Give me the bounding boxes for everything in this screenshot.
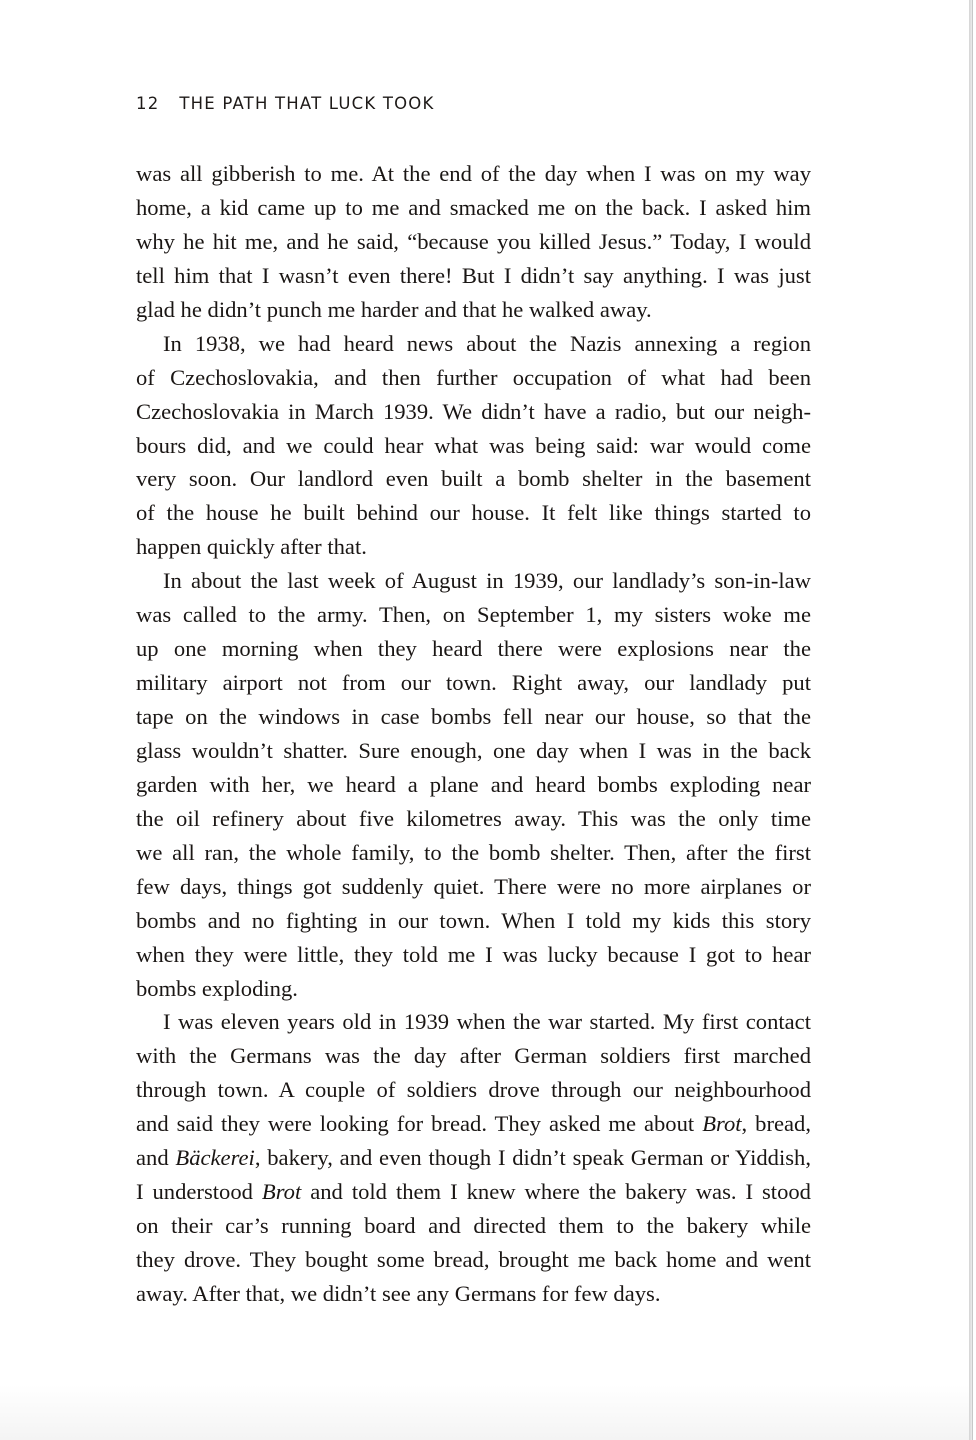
text-line-content: with the Germans was the day after German soldiers first marched	[136, 1043, 811, 1069]
text-line-content: when they were little, they told me I was lucky because I got to hear	[136, 941, 811, 967]
text-line-content	[136, 1141, 811, 1175]
text-line-content: home, a kid came up to me and smacked me on the back. I asked him	[136, 194, 811, 220]
text-line	[136, 259, 811, 293]
text-line	[136, 666, 811, 700]
text-segment: and told them I knew where the bakery was. I stood	[301, 1179, 811, 1205]
text-line	[136, 632, 811, 666]
text-line-content: bombs exploding.	[136, 975, 298, 1001]
text-line	[136, 1243, 811, 1277]
paragraph	[136, 564, 811, 1005]
text-line	[136, 1039, 811, 1073]
text-line-content: glass wouldn’t shatter. Sure enough, one day when I was in the back	[136, 737, 811, 763]
text-segment: and said they were looking for bread. They asked me about	[136, 1111, 703, 1137]
text-line-content: of Czechoslovakia, and then further occupation of what had been	[136, 364, 811, 390]
text-line	[136, 802, 811, 836]
text-line	[136, 530, 811, 564]
body-text	[136, 157, 811, 1311]
text-line-content: was called to the army. Then, on September 1, my sisters woke me	[136, 602, 811, 628]
text-line-content: they drove. They bought some bread, brought me back home and went	[136, 1247, 811, 1272]
text-line	[136, 700, 811, 734]
text-line	[136, 429, 811, 463]
text-line	[136, 1141, 811, 1175]
text-line	[136, 1277, 811, 1311]
text-line	[136, 734, 811, 768]
text-line	[136, 768, 811, 802]
text-line-content	[136, 1107, 811, 1141]
text-line	[136, 225, 811, 259]
text-line	[136, 564, 811, 598]
text-line-content: garden with her, we heard a plane and heard bombs exploding near	[136, 771, 811, 797]
italic-word: Bäckerei	[175, 1145, 255, 1171]
text-line-content: very soon. Our landlord even built a bomb shelter in the basement	[136, 466, 811, 492]
text-line-content: I was eleven years old in 1939 when the war started. My first contact	[163, 1009, 811, 1035]
text-line	[136, 191, 811, 225]
text-line-content	[136, 1175, 811, 1209]
text-line	[136, 870, 811, 904]
text-line	[136, 1107, 811, 1141]
text-line	[136, 361, 811, 395]
paragraph	[136, 1005, 811, 1310]
text-line-content: tell him that I wasn’t even there! But I didn’t say anything. I was just	[136, 262, 811, 288]
text-line-content: bombs and no fighting in our town. When I told my kids this story	[136, 907, 811, 933]
text-line-content: few days, things got suddenly quiet. There were no more airplanes or	[136, 873, 811, 899]
text-line	[136, 938, 811, 972]
running-head	[136, 94, 435, 113]
text-line-content: why he hit me, and he said, “because you killed Jesus.” Today, I would	[136, 228, 811, 254]
text-line-content: tape on the windows in case bombs fell near our house, so that the	[136, 704, 811, 729]
text-line-content: bours did, and we could hear what was being said: war would come	[136, 432, 811, 458]
text-line	[136, 395, 811, 429]
text-line	[136, 1175, 811, 1209]
text-segment: , bread,	[741, 1111, 811, 1137]
text-line	[136, 836, 811, 870]
text-line-content: was all gibberish to me. At the end of the day when I was on my way	[136, 161, 811, 186]
text-line	[136, 327, 811, 361]
text-line	[136, 1005, 811, 1039]
text-line-content: up one morning when they heard there were explosions near the	[136, 636, 811, 662]
page-number: 12	[136, 94, 160, 113]
text-line	[136, 496, 811, 530]
running-head-title: THE PATH THAT LUCK TOOK	[179, 94, 435, 113]
text-line	[136, 1209, 811, 1243]
text-line-content: on their car’s running board and directed them to the bakery while	[136, 1213, 811, 1239]
text-segment: and	[136, 1145, 176, 1171]
text-line-content: of the house he built behind our house. It felt like things started to	[136, 500, 811, 526]
paragraph	[136, 157, 811, 327]
text-line-content: we all ran, the whole family, to the bomb shelter. Then, after the first	[136, 839, 811, 865]
text-line-content: happen quickly after that.	[136, 534, 367, 560]
text-line-content: In 1938, we had heard news about the Nazis annexing a region	[163, 330, 811, 356]
italic-word: Brot	[702, 1111, 742, 1137]
text-line	[136, 1073, 811, 1107]
text-segment: I understood	[136, 1179, 262, 1205]
text-line-content: glad he didn’t punch me harder and that he walked away.	[136, 296, 652, 322]
text-line-content: military airport not from our town. Right away, our landlady put	[136, 670, 811, 696]
italic-word: Brot	[261, 1179, 302, 1205]
text-line	[136, 904, 811, 938]
paragraph	[136, 327, 811, 565]
text-line-content: away. After that, we didn’t see any Germans for few days.	[136, 1280, 661, 1306]
text-line	[136, 462, 811, 496]
text-segment: , bakery, and even though I didn’t speak German or Yiddish,	[254, 1145, 811, 1171]
text-line	[136, 293, 811, 327]
text-line	[136, 157, 811, 191]
text-line	[136, 972, 811, 1006]
text-line-content: the oil refinery about five kilometres away. This was the only time	[136, 805, 811, 831]
text-line-content: In about the last week of August in 1939, our landlady’s son-in-law	[163, 568, 811, 594]
text-line-content: through town. A couple of soldiers drove through our neighbourhood	[136, 1077, 811, 1103]
text-line	[136, 598, 811, 632]
text-line-content: Czechoslovakia in March 1939. We didn’t have a radio, but our neigh-	[136, 398, 811, 424]
page-edge-shadow	[969, 0, 972, 1440]
